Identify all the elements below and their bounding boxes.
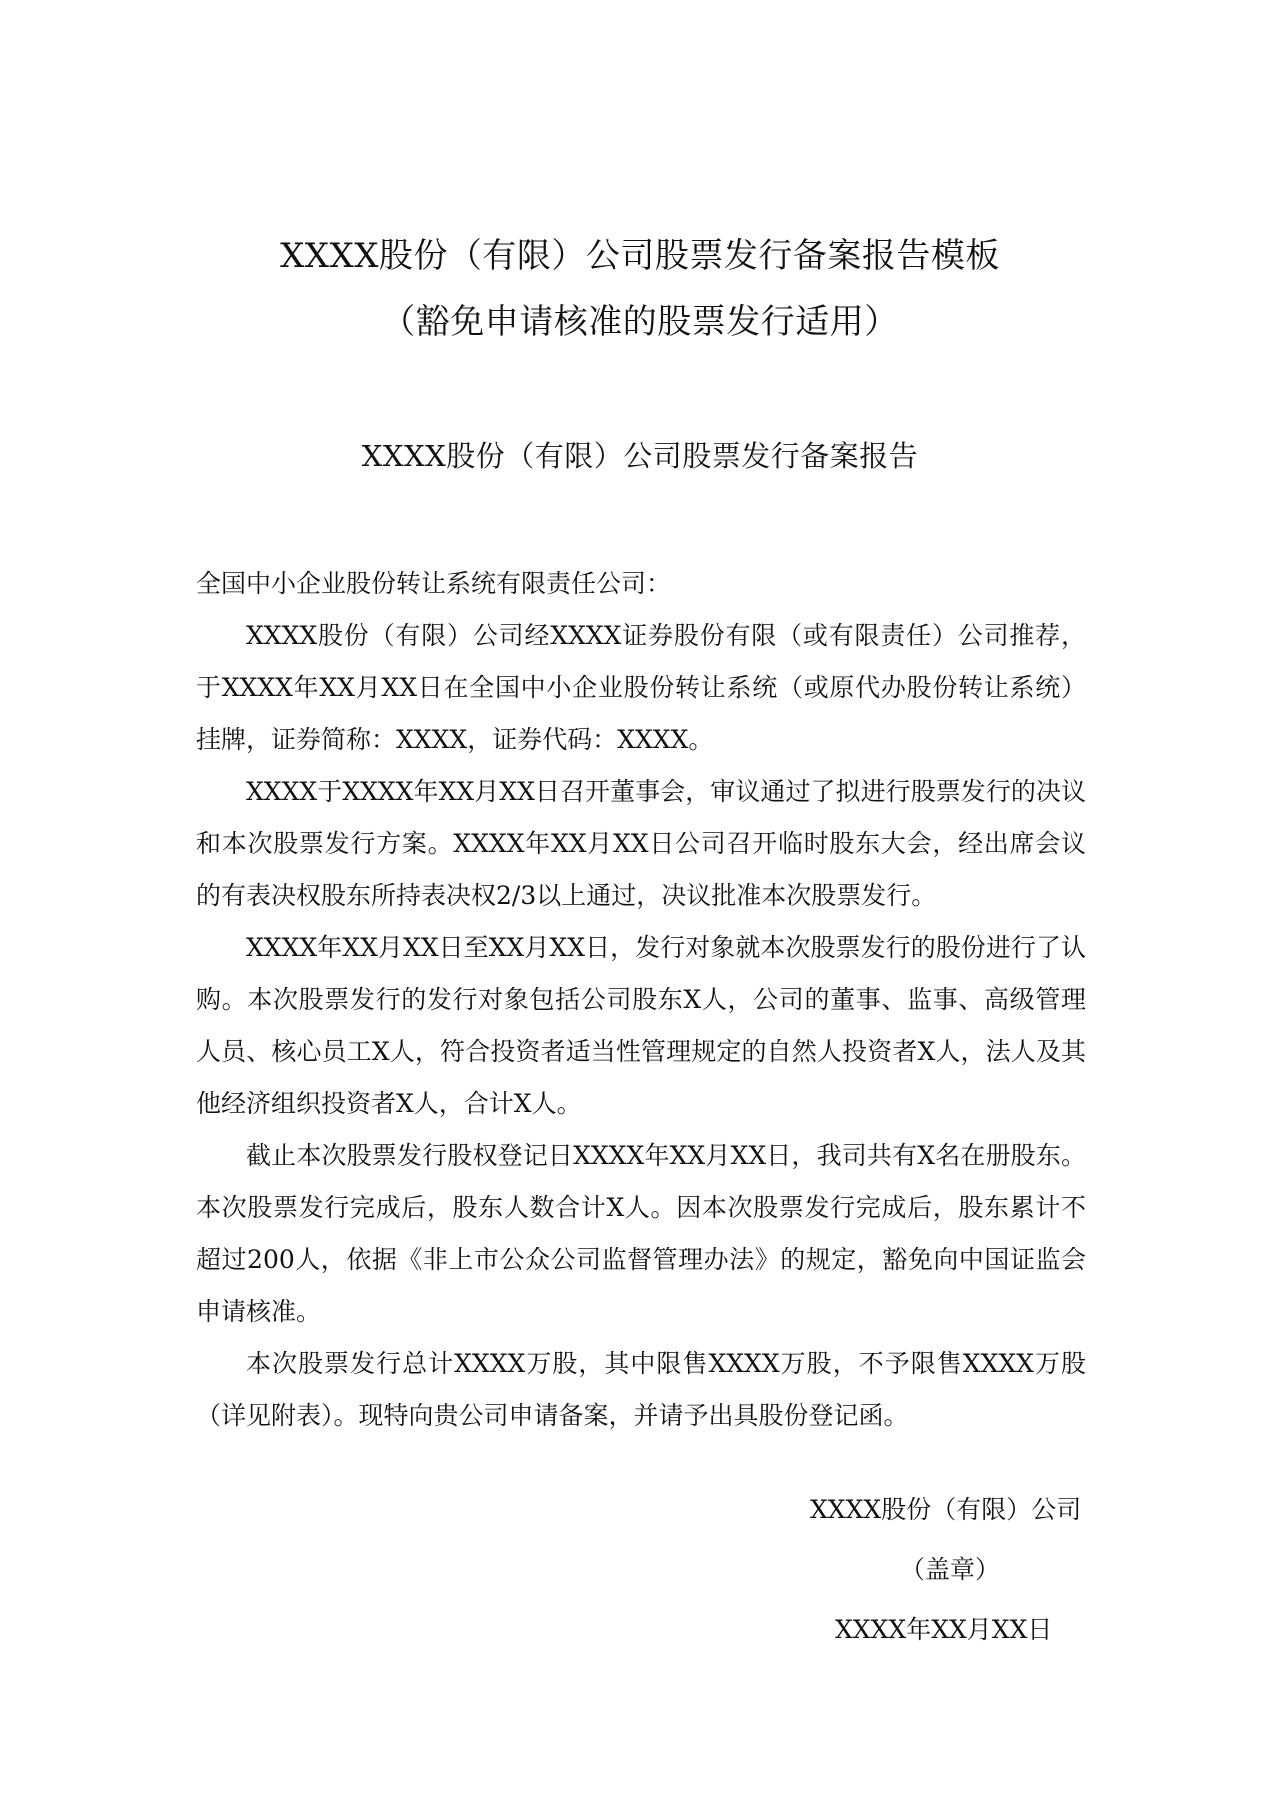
paragraph-listing: XXXX股份（有限）公司经XXXX证券股份有限（或有限责任）公司推荐，于XXXX年XX月XX日在全国中小企业股份转让系统（或原代办股份转让系统）挂牌，证券简称：XXXX，证券代码：XXXX。 <box>196 621 1086 754</box>
paragraph-shareholders: 截止本次股票发行股权登记日XXXX年XX月XX日，我司共有X名在册股东。本次股票发行完成后，股东人数合计X人。因本次股票发行完成后，股东累计不超过200人，依据《非上市公众公司监督管理办法》的规定，豁免向中国证监会申请核准。 <box>196 1141 1086 1326</box>
paragraph-resolution: XXXX于XXXX年XX月XX日召开董事会，审议通过了拟进行股票发行的决议和本次股票发行方案。XXXX年XX月XX日公司召开临时股东大会，经出席会议的有表决权股东所持表决权2/3以上通过，决议批准本次股票发行。 <box>196 777 1086 910</box>
addressee: 全国中小企业股份转让系统有限责任公司： <box>196 569 672 598</box>
signature-company: XXXX股份（有限）公司 <box>810 1495 1082 1524</box>
paragraph-subscription: XXXX年XX月XX日至XX月XX日，发行对象就本次股票发行的股份进行了认购。本次股票发行的发行对象包括公司股东X人，公司的董事、监事、高级管理人员、核心员工X人，符合投资者适当性管理规定的自然人投资者X人，法人及其他经济组织投资者X人，合计X人。 <box>196 933 1086 1118</box>
signature-date: XXXX年XX月XX日 <box>835 1615 1053 1644</box>
report-body <box>196 558 1086 1442</box>
signature-block <box>760 1480 1160 1660</box>
signature-seal: （盖章） <box>900 1555 1001 1584</box>
document-title: XXXX股份（有限）公司股票发行备案报告模板 <box>280 236 1000 276</box>
paragraph-issuance-total: 本次股票发行总计XXXX万股，其中限售XXXX万股，不予限售XXXX万股（详见附表）。现特向贵公司申请备案，并请予出具股份登记函。 <box>196 1349 1086 1430</box>
document-subtitle: （豁免申请核准的股票发行适用） <box>381 302 899 342</box>
report-title: XXXX股份（有限）公司股票发行备案报告 <box>361 439 919 473</box>
